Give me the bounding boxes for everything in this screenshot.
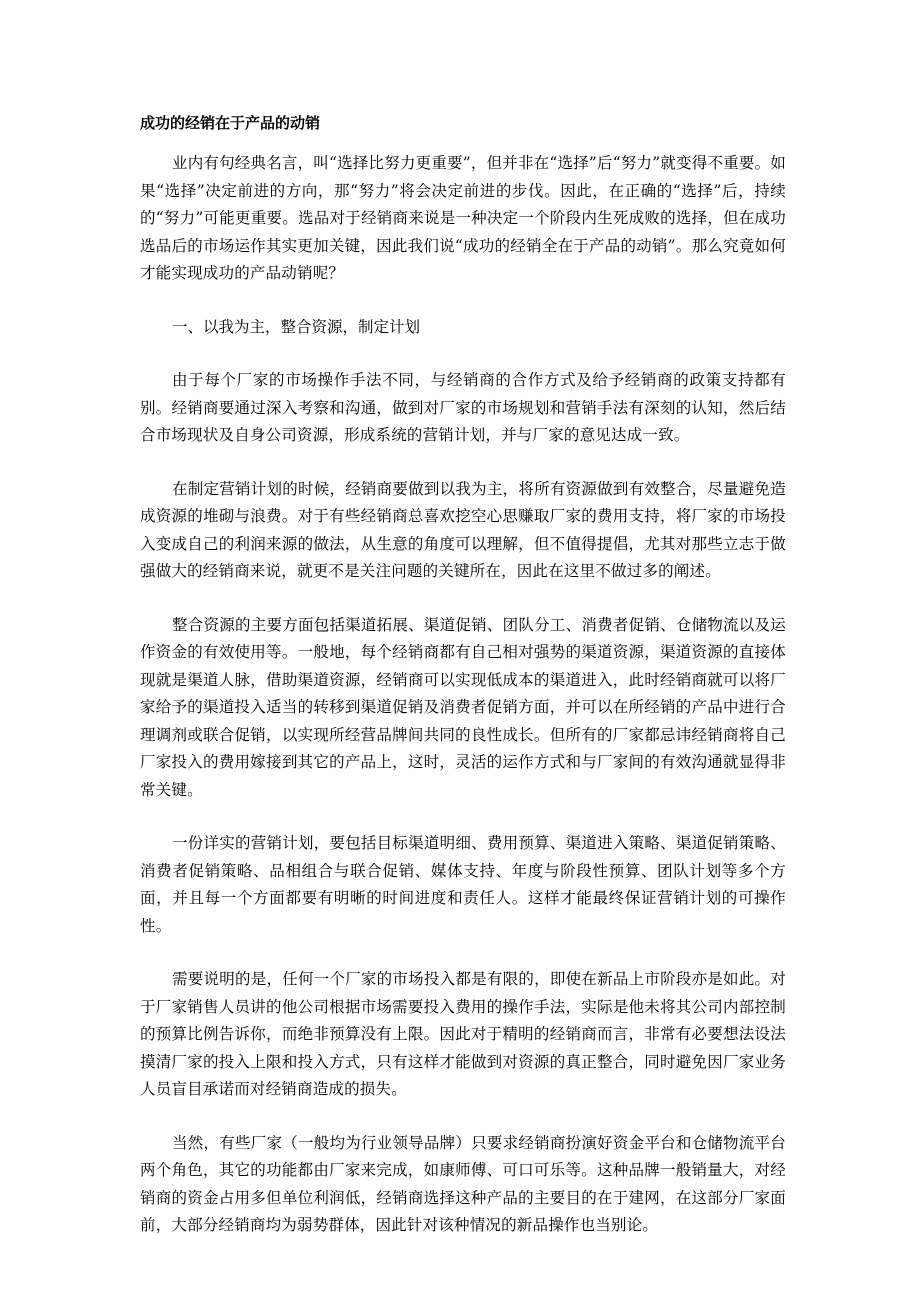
document-page xyxy=(140,110,786,1266)
section-heading-1: 一、以我为主，整合资源，制定计划 xyxy=(172,317,421,336)
body-paragraph: 由于每个厂家的市场操作手法不同，与经销商的合作方式及给予经销商的政策支持都有别。经销商要通过深入考察和沟通，做到对厂家的市场规划和营销手法有深刻的认知，然后结合市场现状及自身公司资源，形成系统的营销计划，并与厂家的意见达成一致。 xyxy=(140,371,786,444)
body-paragraph: 整合资源的主要方面包括渠道拓展、渠道促销、团队分工、消费者促销、仓储物流以及运作资金的有效使用等。一般地，每个经销商都有自己相对强势的渠道资源，渠道资源的直接体现就是渠道人脉，借助渠道资源，经销商可以实现低成本的渠道进入，此时经销商就可以将厂家给予的渠道投入适当的转移到渠道促销及消费者促销方面，并可以在所经销的产品中进行合理调剂或联合促销，以实现所经营品牌间共同的良性成长。但所有的厂家都忌讳经销商将自己厂家投入的费用嫁接到其它的产品上，这时，灵活的运作方式和与厂家间的有效沟通就显得非常关键。 xyxy=(140,615,786,799)
body-paragraph: 在制定营销计划的时候，经销商要做到以我为主，将所有资源做到有效整合，尽量避免造成资源的堆砌与浪费。对于有些经销商总喜欢挖空心思赚取厂家的费用支持，将厂家的市场投入变成自己的利润来源的做法，从生意的角度可以理解，但不值得提倡，尤其对那些立志于做强做大的经销商来说，就更不是关注问题的关键所在，因此在这里不做过多的阐述。 xyxy=(140,479,786,580)
body-paragraph: 需要说明的是，任何一个厂家的市场投入都是有限的，即使在新品上市阶段亦是如此。对于厂家销售人员讲的他公司根据市场需要投入费用的操作手法，实际是他未将其公司内部控制的预算比例告诉你，而绝非预算没有上限。因此对于精明的经销商而言，非常有必要想法设法摸清厂家的投入上限和投入方式，只有这样才能做到对资源的真正整合，同时避免因厂家业务人员盲目承诺而对经销商造成的损失。 xyxy=(140,970,786,1098)
document-title: 成功的经销在于产品的动销 xyxy=(140,114,321,132)
body-paragraph: 一份详实的营销计划，要包括目标渠道明细、费用预算、渠道进入策略、渠道促销策略、消费者促销策略、品相组合与联合促销、媒体支持、年度与阶段性预算、团队计划等多个方面，并且每一个方面都要有明晰的时间进度和责任人。这样才能最终保证营销计划的可操作性。 xyxy=(140,834,786,935)
intro-paragraph: 业内有句经典名言，叫“选择比努力更重要”，但并非在“选择”后“努力”就变得不重要。如果“选择”决定前进的方向，那“努力”将会决定前进的步伐。因此，在正确的“选择”后，持续的“努力”可能更重要。选品对于经销商来说是一种决定一个阶段内生死成败的选择，但在成功选品后的市场运作其实更加关键，因此我们说“成功的经销全在于产品的动销”。那么究竟如何才能实现成功的产品动销呢？ xyxy=(140,154,786,282)
body-paragraph: 当然，有些厂家（一般均为行业领导品牌）只要求经销商扮演好资金平台和仓储物流平台两个角色，其它的功能都由厂家来完成，如康师傅、可口可乐等。这种品牌一般销量大，对经销商的资金占用多但单位利润低，经销商选择这种产品的主要目的在于建网，在这部分厂家面前，大部分经销商均为弱势群体，因此针对该种情况的新品操作也当别论。 xyxy=(140,1133,786,1234)
